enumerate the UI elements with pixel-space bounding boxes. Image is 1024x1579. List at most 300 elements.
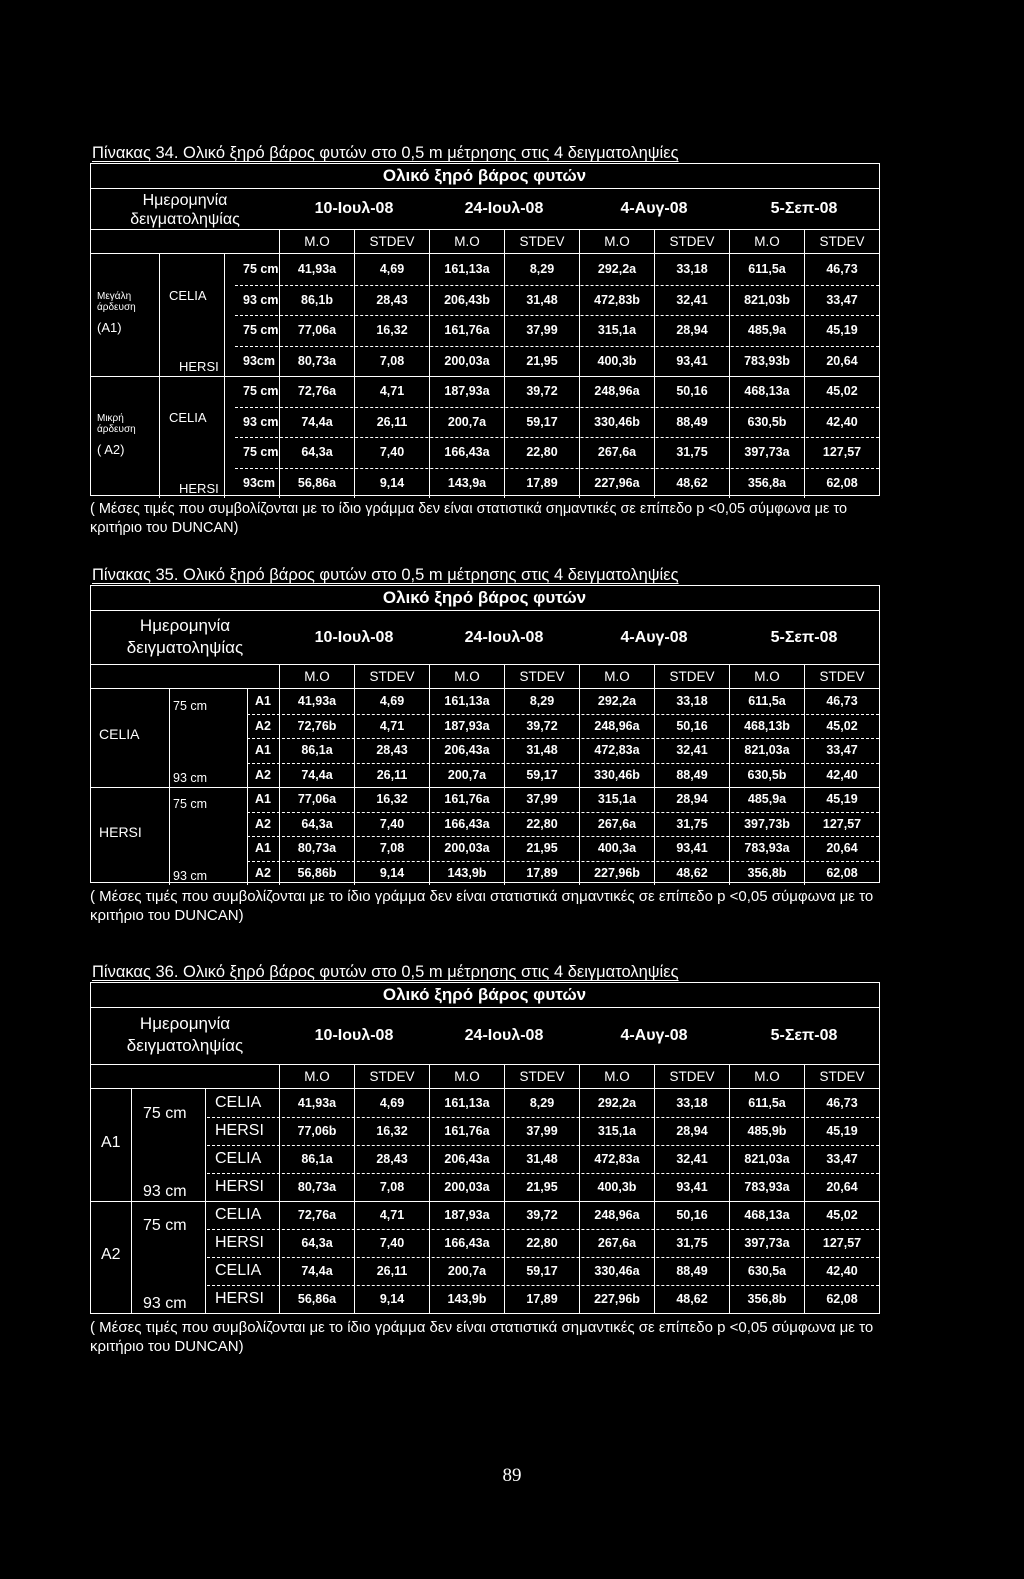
stdev-cell: 59,17 bbox=[504, 1257, 579, 1285]
stdev-cell: 48,62 bbox=[654, 1285, 729, 1313]
irrigation-group-label: A1 bbox=[101, 1133, 121, 1151]
mean-header: Μ.Ο bbox=[279, 230, 354, 253]
irrigation-label: A1 bbox=[255, 743, 271, 758]
row-values bbox=[279, 254, 879, 285]
mean-cell: 143,9b bbox=[429, 1285, 504, 1313]
page-number: 89 bbox=[502, 1465, 522, 1486]
mean-cell: 397,73a bbox=[729, 437, 804, 468]
stdev-cell: 20,64 bbox=[804, 346, 879, 377]
stdev-header: STDEV bbox=[354, 230, 429, 253]
table-34-note: ( Μέσες τιμές που συμβολίζονται με το ίδιο γράμμα δεν είναι στατιστικά σημαντικές σε επίπεδο p <0,05 σύμφωνα με το κριτήριο του DUNCAN) bbox=[90, 501, 848, 536]
distance-label: 75 cm bbox=[173, 797, 208, 811]
mean-cell: 821,03a bbox=[729, 738, 804, 763]
irrigation-group-code: (A1) bbox=[97, 319, 122, 335]
table-row bbox=[91, 254, 879, 285]
stdev-cell: 22,80 bbox=[504, 437, 579, 468]
mean-header: Μ.Ο bbox=[579, 665, 654, 688]
irrigation-group-label: Μεγάλη άρδευση bbox=[97, 290, 136, 313]
row-values bbox=[279, 1257, 879, 1285]
stdev-cell: 37,99 bbox=[504, 1117, 579, 1145]
table-35-caption: Πίνακας 35. Ολικό ξηρό βάρος φυτών στο 0,5 m μέτρησης στις 4 δειγματοληψίες bbox=[92, 566, 679, 584]
mean-cell: 783,93a bbox=[729, 1173, 804, 1201]
mean-cell: 468,13b bbox=[729, 714, 804, 739]
distance-label: 93 cm bbox=[243, 414, 279, 429]
row-values bbox=[279, 1201, 879, 1229]
stdev-cell: 28,43 bbox=[354, 1145, 429, 1173]
stdev-cell: 45,02 bbox=[804, 1201, 879, 1229]
stdev-cell: 48,62 bbox=[654, 468, 729, 499]
row-values bbox=[279, 689, 879, 714]
table-row bbox=[91, 1229, 879, 1257]
mean-cell: 86,1b bbox=[279, 285, 354, 316]
hybrid-label: HERSI bbox=[179, 358, 219, 374]
stdev-cell: 26,11 bbox=[354, 407, 429, 438]
mean-cell: 227,96a bbox=[579, 468, 654, 499]
row-values bbox=[279, 285, 879, 316]
table-row bbox=[91, 1145, 879, 1173]
date-header-cell: 10-Ιουλ-08 bbox=[314, 1027, 394, 1044]
mean-cell: 611,5a bbox=[729, 254, 804, 285]
group-divider bbox=[91, 787, 879, 788]
stdev-cell: 93,41 bbox=[654, 836, 729, 861]
mean-cell: 161,76a bbox=[429, 1117, 504, 1145]
stdev-cell: 22,80 bbox=[504, 1229, 579, 1257]
stdev-cell: 28,43 bbox=[354, 738, 429, 763]
stdev-cell: 88,49 bbox=[654, 763, 729, 788]
table-row bbox=[91, 407, 879, 438]
row-values bbox=[279, 1117, 879, 1145]
mean-cell: 74,4a bbox=[279, 1257, 354, 1285]
stdev-header: STDEV bbox=[804, 1065, 879, 1088]
stdev-cell: 88,49 bbox=[654, 407, 729, 438]
stdev-cell: 62,08 bbox=[804, 468, 879, 499]
stdev-cell: 59,17 bbox=[504, 763, 579, 788]
mean-cell: 64,3a bbox=[279, 1229, 354, 1257]
hybrid-label: CELIA bbox=[169, 287, 207, 303]
stdev-cell: 45,02 bbox=[804, 376, 879, 407]
stdev-cell: 20,64 bbox=[804, 1173, 879, 1201]
stdev-cell: 50,16 bbox=[654, 376, 729, 407]
stdev-cell: 21,95 bbox=[504, 836, 579, 861]
distance-label: 75 cm bbox=[143, 1217, 187, 1234]
mean-cell: 77,06b bbox=[279, 1117, 354, 1145]
mean-cell: 74,4a bbox=[279, 763, 354, 788]
mean-cell: 630,5b bbox=[729, 407, 804, 438]
stdev-cell: 16,32 bbox=[354, 1117, 429, 1145]
date-header-cell: 5-Σεπ-08 bbox=[770, 1027, 838, 1044]
stdev-cell: 50,16 bbox=[654, 1201, 729, 1229]
distance-label: 75 cm bbox=[243, 445, 279, 460]
mean-header: Μ.Ο bbox=[429, 230, 504, 253]
stdev-cell: 59,17 bbox=[504, 407, 579, 438]
mean-cell: 248,96a bbox=[579, 714, 654, 739]
stdev-cell: 26,11 bbox=[354, 1257, 429, 1285]
stdev-cell: 20,64 bbox=[804, 836, 879, 861]
table-row bbox=[91, 812, 879, 837]
group-divider bbox=[91, 376, 879, 377]
stdev-cell: 32,41 bbox=[654, 285, 729, 316]
distance-label: 93 cm bbox=[173, 868, 208, 883]
mean-cell: 267,6a bbox=[579, 1229, 654, 1257]
stdev-cell: 45,02 bbox=[804, 714, 879, 739]
stdev-header: STDEV bbox=[654, 665, 729, 688]
mean-header: Μ.Ο bbox=[729, 230, 804, 253]
col-divider bbox=[224, 254, 225, 498]
row-values bbox=[279, 738, 879, 763]
stat-subheader bbox=[91, 230, 879, 254]
irrigation-label: A1 bbox=[255, 694, 271, 709]
mean-cell: 161,13a bbox=[429, 1089, 504, 1117]
stdev-cell: 33,18 bbox=[654, 689, 729, 714]
stdev-header: STDEV bbox=[654, 230, 729, 253]
stdev-cell: 28,43 bbox=[354, 285, 429, 316]
row-values bbox=[279, 763, 879, 788]
irrigation-label: A1 bbox=[255, 792, 271, 807]
stdev-cell: 7,40 bbox=[354, 812, 429, 837]
distance-label: 93 cm bbox=[143, 1183, 187, 1200]
stdev-cell: 17,89 bbox=[504, 1285, 579, 1313]
stdev-cell: 4,69 bbox=[354, 689, 429, 714]
date-header-cell: 10-Ιουλ-08 bbox=[314, 629, 394, 646]
distance-label: 75 cm bbox=[143, 1105, 187, 1122]
stdev-cell: 31,75 bbox=[654, 812, 729, 837]
hybrid-label: HERSI bbox=[215, 1290, 264, 1307]
hybrid-label: CELIA bbox=[215, 1262, 262, 1279]
table-35 bbox=[90, 585, 880, 883]
mean-cell: 267,6a bbox=[579, 437, 654, 468]
mean-cell: 315,1a bbox=[579, 315, 654, 346]
mean-header: Μ.Ο bbox=[429, 1065, 504, 1088]
mean-cell: 330,46b bbox=[579, 763, 654, 788]
mean-cell: 206,43a bbox=[429, 1145, 504, 1173]
mean-cell: 72,76a bbox=[279, 376, 354, 407]
stdev-cell: 46,73 bbox=[804, 689, 879, 714]
row-values bbox=[279, 437, 879, 468]
table-row bbox=[91, 437, 879, 468]
mean-cell: 80,73a bbox=[279, 1173, 354, 1201]
table-row bbox=[91, 787, 879, 812]
mean-cell: 187,93a bbox=[429, 1201, 504, 1229]
table-36 bbox=[90, 982, 880, 1314]
mean-cell: 161,13a bbox=[429, 254, 504, 285]
stdev-cell: 42,40 bbox=[804, 407, 879, 438]
row-values bbox=[279, 1229, 879, 1257]
col-divider bbox=[169, 689, 170, 885]
distance-label: 93 cm bbox=[243, 292, 279, 307]
mean-cell: 77,06a bbox=[279, 787, 354, 812]
mean-cell: 206,43b bbox=[429, 285, 504, 316]
stdev-cell: 33,47 bbox=[804, 738, 879, 763]
table-row bbox=[91, 689, 879, 714]
distance-label: 93cm bbox=[243, 475, 275, 490]
stdev-cell: 31,75 bbox=[654, 1229, 729, 1257]
mean-cell: 400,3b bbox=[579, 1173, 654, 1201]
mean-cell: 72,76b bbox=[279, 714, 354, 739]
stdev-cell: 7,40 bbox=[354, 1229, 429, 1257]
row-values bbox=[279, 714, 879, 739]
row-values bbox=[279, 861, 879, 886]
stdev-cell: 37,99 bbox=[504, 315, 579, 346]
stdev-cell: 39,72 bbox=[504, 714, 579, 739]
mean-cell: 472,83a bbox=[579, 738, 654, 763]
table-35-block bbox=[90, 565, 880, 925]
date-header-cell: 4-Αυγ-08 bbox=[620, 200, 688, 217]
mean-cell: 206,43a bbox=[429, 738, 504, 763]
table-36-caption: Πίνακας 36. Ολικό ξηρό βάρος φυτών στο 0,5 m μέτρησης στις 4 δειγματοληψίες bbox=[92, 963, 679, 981]
stdev-cell: 42,40 bbox=[804, 763, 879, 788]
table-row bbox=[91, 1257, 879, 1285]
mean-cell: 356,8b bbox=[729, 861, 804, 886]
table-row bbox=[91, 1117, 879, 1145]
row-values bbox=[279, 376, 879, 407]
date-header bbox=[91, 611, 879, 665]
mean-header: Μ.Ο bbox=[429, 665, 504, 688]
stdev-header: STDEV bbox=[804, 665, 879, 688]
stdev-cell: 7,08 bbox=[354, 1173, 429, 1201]
stdev-header: STDEV bbox=[504, 230, 579, 253]
date-label: Ημερομηνία δειγματοληψίας bbox=[130, 192, 240, 228]
row-values bbox=[279, 787, 879, 812]
stdev-header: STDEV bbox=[804, 230, 879, 253]
hybrid-label: CELIA bbox=[99, 725, 140, 742]
row-values bbox=[279, 836, 879, 861]
stdev-cell: 39,72 bbox=[504, 1201, 579, 1229]
table-row bbox=[91, 1201, 879, 1229]
mean-cell: 821,03a bbox=[729, 1145, 804, 1173]
stdev-cell: 17,89 bbox=[504, 861, 579, 886]
mean-cell: 397,73a bbox=[729, 1229, 804, 1257]
stdev-cell: 33,18 bbox=[654, 254, 729, 285]
mean-cell: 200,7a bbox=[429, 763, 504, 788]
mean-cell: 161,76a bbox=[429, 315, 504, 346]
mean-header: Μ.Ο bbox=[729, 665, 804, 688]
date-header-cell: 24-Ιουλ-08 bbox=[464, 200, 544, 217]
stdev-header: STDEV bbox=[504, 665, 579, 688]
hybrid-label: HERSI bbox=[179, 480, 219, 496]
mean-cell: 227,96b bbox=[579, 861, 654, 886]
stdev-cell: 7,40 bbox=[354, 437, 429, 468]
stdev-cell: 4,71 bbox=[354, 1201, 429, 1229]
row-values bbox=[279, 315, 879, 346]
mean-cell: 64,3a bbox=[279, 437, 354, 468]
mean-cell: 468,13a bbox=[729, 376, 804, 407]
mean-cell: 86,1a bbox=[279, 1145, 354, 1173]
table-row bbox=[91, 836, 879, 861]
mean-header: Μ.Ο bbox=[279, 1065, 354, 1088]
table-34-block bbox=[90, 143, 880, 538]
table-title-row: Ολικό ξηρό βάρος φυτών bbox=[90, 983, 879, 1008]
stdev-cell: 9,14 bbox=[354, 1285, 429, 1313]
mean-cell: 200,03a bbox=[429, 346, 504, 377]
stdev-cell: 127,57 bbox=[804, 437, 879, 468]
stdev-cell: 7,08 bbox=[354, 346, 429, 377]
stdev-cell: 9,14 bbox=[354, 861, 429, 886]
mean-cell: 485,9a bbox=[729, 315, 804, 346]
irrigation-label: A2 bbox=[255, 865, 271, 880]
row-values bbox=[279, 407, 879, 438]
irrigation-label: A2 bbox=[255, 767, 271, 782]
stdev-cell: 88,49 bbox=[654, 1257, 729, 1285]
mean-cell: 783,93b bbox=[729, 346, 804, 377]
table-title-row: Ολικό ξηρό βάρος φυτών bbox=[90, 586, 879, 611]
table-row bbox=[91, 861, 879, 886]
mean-cell: 187,93a bbox=[429, 714, 504, 739]
stdev-cell: 33,18 bbox=[654, 1089, 729, 1117]
distance-label: 75 cm bbox=[243, 262, 279, 277]
col-divider bbox=[131, 1089, 132, 1313]
stdev-cell: 127,57 bbox=[804, 1229, 879, 1257]
mean-cell: 248,96a bbox=[579, 376, 654, 407]
mean-cell: 485,9a bbox=[729, 787, 804, 812]
mean-cell: 74,4a bbox=[279, 407, 354, 438]
mean-cell: 292,2a bbox=[579, 254, 654, 285]
mean-cell: 485,9b bbox=[729, 1117, 804, 1145]
row-values bbox=[279, 812, 879, 837]
stdev-cell: 7,08 bbox=[354, 836, 429, 861]
mean-cell: 292,2a bbox=[579, 689, 654, 714]
date-header-cell: 5-Σεπ-08 bbox=[770, 200, 838, 217]
mean-cell: 330,46b bbox=[579, 407, 654, 438]
mean-cell: 315,1a bbox=[579, 1117, 654, 1145]
date-header-cell: 24-Ιουλ-08 bbox=[464, 629, 544, 646]
stdev-cell: 32,41 bbox=[654, 1145, 729, 1173]
mean-cell: 267,6a bbox=[579, 812, 654, 837]
stdev-cell: 9,14 bbox=[354, 468, 429, 499]
date-header bbox=[91, 1008, 879, 1065]
mean-cell: 630,5b bbox=[729, 763, 804, 788]
mean-cell: 227,96b bbox=[579, 1285, 654, 1313]
mean-cell: 611,5a bbox=[729, 689, 804, 714]
hybrid-label: CELIA bbox=[215, 1206, 262, 1223]
hybrid-label: HERSI bbox=[215, 1122, 264, 1139]
mean-cell: 611,5a bbox=[729, 1089, 804, 1117]
mean-cell: 166,43a bbox=[429, 812, 504, 837]
mean-header: Μ.Ο bbox=[279, 665, 354, 688]
stdev-cell: 8,29 bbox=[504, 254, 579, 285]
stdev-cell: 31,48 bbox=[504, 738, 579, 763]
row-values bbox=[279, 1145, 879, 1173]
stdev-cell: 31,48 bbox=[504, 285, 579, 316]
mean-cell: 56,86a bbox=[279, 468, 354, 499]
irrigation-group-label: A2 bbox=[101, 1245, 121, 1263]
stdev-cell: 93,41 bbox=[654, 1173, 729, 1201]
date-header-cell: 4-Αυγ-08 bbox=[620, 629, 688, 646]
stdev-cell: 28,94 bbox=[654, 787, 729, 812]
mean-cell: 143,9b bbox=[429, 861, 504, 886]
hybrid-label: CELIA bbox=[215, 1094, 262, 1111]
mean-cell: 161,76a bbox=[429, 787, 504, 812]
col-divider bbox=[159, 254, 160, 498]
mean-header: Μ.Ο bbox=[579, 1065, 654, 1088]
mean-cell: 356,8b bbox=[729, 1285, 804, 1313]
mean-cell: 80,73a bbox=[279, 346, 354, 377]
row-values bbox=[279, 1173, 879, 1201]
stdev-cell: 4,71 bbox=[354, 376, 429, 407]
date-label: Ημερομηνία δειγματοληψίας bbox=[126, 616, 244, 657]
mean-cell: 187,93a bbox=[429, 376, 504, 407]
date-header bbox=[91, 189, 879, 230]
stdev-cell: 42,40 bbox=[804, 1257, 879, 1285]
mean-cell: 292,2a bbox=[579, 1089, 654, 1117]
row-values bbox=[279, 346, 879, 377]
row-values bbox=[279, 1285, 879, 1313]
stdev-cell: 46,73 bbox=[804, 1089, 879, 1117]
mean-cell: 86,1a bbox=[279, 738, 354, 763]
stdev-cell: 45,19 bbox=[804, 787, 879, 812]
hybrid-label: CELIA bbox=[215, 1150, 262, 1167]
distance-label: 93 cm bbox=[143, 1295, 187, 1312]
stdev-header: STDEV bbox=[654, 1065, 729, 1088]
stdev-cell: 8,29 bbox=[504, 1089, 579, 1117]
distance-label: 75 cm bbox=[243, 323, 279, 338]
stdev-cell: 17,89 bbox=[504, 468, 579, 499]
stdev-cell: 31,48 bbox=[504, 1145, 579, 1173]
stdev-cell: 28,94 bbox=[654, 315, 729, 346]
mean-cell: 400,3b bbox=[579, 346, 654, 377]
table-row bbox=[91, 738, 879, 763]
stdev-cell: 37,99 bbox=[504, 787, 579, 812]
table-row bbox=[91, 1089, 879, 1117]
mean-cell: 472,83a bbox=[579, 1145, 654, 1173]
table-row bbox=[91, 1173, 879, 1201]
stdev-cell: 26,11 bbox=[354, 763, 429, 788]
group-divider bbox=[91, 1201, 879, 1202]
stdev-cell: 16,32 bbox=[354, 787, 429, 812]
mean-cell: 77,06a bbox=[279, 315, 354, 346]
stdev-cell: 45,19 bbox=[804, 1117, 879, 1145]
stat-subheader bbox=[91, 665, 879, 689]
table-row bbox=[91, 376, 879, 407]
mean-cell: 41,93a bbox=[279, 254, 354, 285]
date-header-cell: 10-Ιουλ-08 bbox=[314, 200, 394, 217]
distance-label: 93cm bbox=[243, 353, 275, 368]
stdev-header: STDEV bbox=[354, 1065, 429, 1088]
mean-cell: 56,86a bbox=[279, 1285, 354, 1313]
irrigation-group-code: ( A2) bbox=[97, 441, 125, 457]
stdev-cell: 21,95 bbox=[504, 1173, 579, 1201]
mean-cell: 472,83b bbox=[579, 285, 654, 316]
stdev-cell: 31,75 bbox=[654, 437, 729, 468]
distance-label: 75 cm bbox=[243, 384, 279, 399]
mean-cell: 64,3a bbox=[279, 812, 354, 837]
table-34 bbox=[90, 163, 880, 496]
mean-cell: 630,5a bbox=[729, 1257, 804, 1285]
table-36-block bbox=[90, 962, 880, 1356]
stdev-cell: 28,94 bbox=[654, 1117, 729, 1145]
mean-cell: 248,96a bbox=[579, 1201, 654, 1229]
stdev-cell: 50,16 bbox=[654, 714, 729, 739]
mean-cell: 821,03b bbox=[729, 285, 804, 316]
stdev-cell: 46,73 bbox=[804, 254, 879, 285]
distance-label: 93 cm bbox=[173, 770, 208, 785]
stdev-cell: 21,95 bbox=[504, 346, 579, 377]
mean-cell: 200,7a bbox=[429, 1257, 504, 1285]
mean-cell: 315,1a bbox=[579, 787, 654, 812]
hybrid-label: HERSI bbox=[215, 1234, 264, 1251]
stdev-cell: 62,08 bbox=[804, 861, 879, 886]
row-values bbox=[279, 1089, 879, 1117]
mean-header: Μ.Ο bbox=[579, 230, 654, 253]
distance-label: 75 cm bbox=[173, 699, 208, 713]
mean-cell: 200,03a bbox=[429, 836, 504, 861]
stdev-cell: 16,32 bbox=[354, 315, 429, 346]
table-row bbox=[91, 1285, 879, 1313]
stdev-cell: 48,62 bbox=[654, 861, 729, 886]
mean-cell: 80,73a bbox=[279, 836, 354, 861]
stdev-cell: 4,71 bbox=[354, 714, 429, 739]
mean-cell: 397,73b bbox=[729, 812, 804, 837]
table-row bbox=[91, 763, 879, 788]
